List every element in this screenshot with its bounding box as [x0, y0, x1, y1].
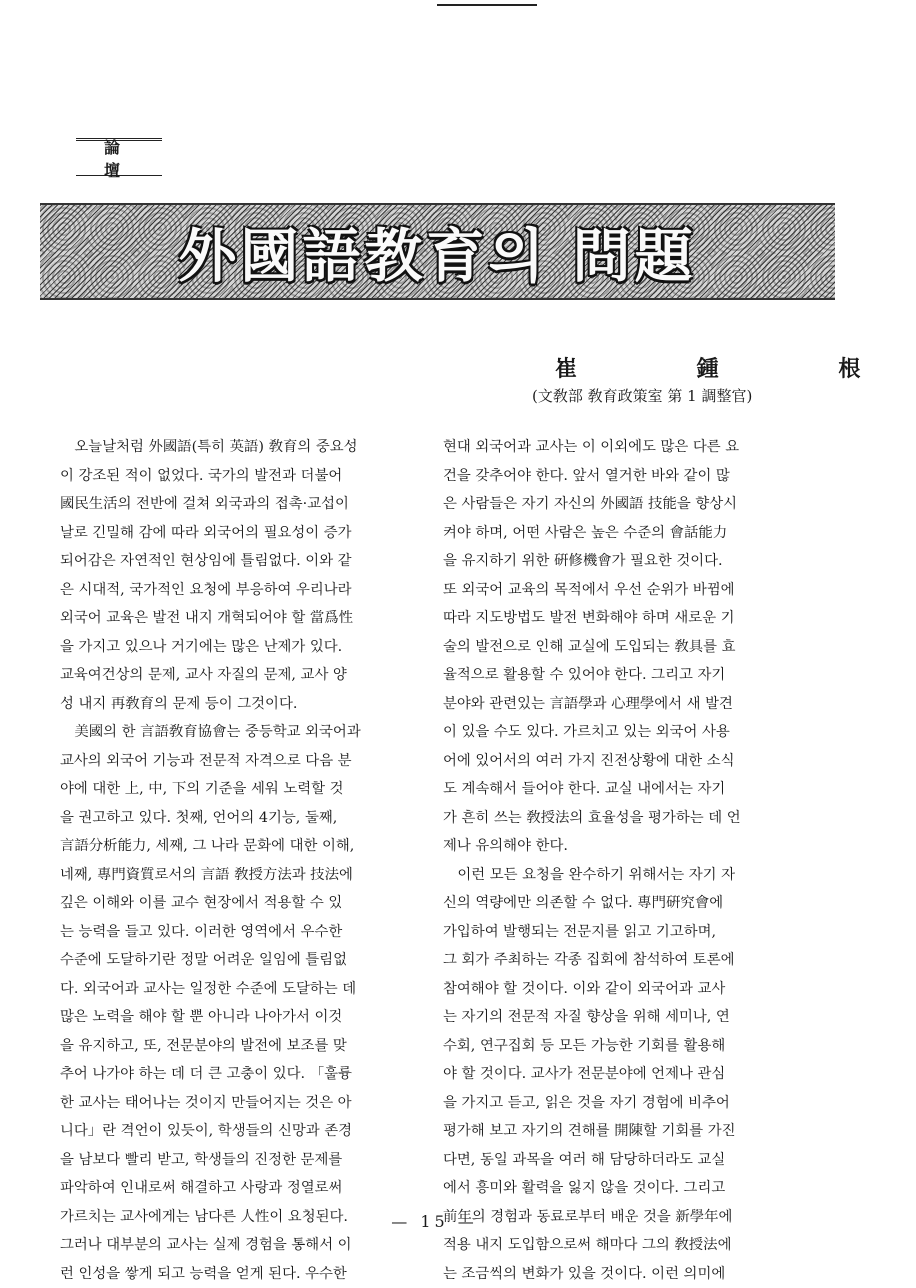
- text-line: 는 조금씩의 변화가 있을 것이다. 이런 의미에: [443, 1260, 800, 1288]
- text-line: 다. 외국어과 교사는 일정한 수준에 도달하는 데: [60, 975, 417, 1004]
- text-line: 깊은 이해와 이를 교수 현장에서 적용할 수 있: [60, 889, 417, 918]
- left-column: [60, 433, 417, 1288]
- text-line: 파악하여 인내로써 해결하고 사랑과 정열로써: [60, 1174, 417, 1203]
- page-number: — 15 —: [0, 1212, 869, 1231]
- text-line: 평가해 보고 자기의 견해를 開陳할 기회를 가진: [443, 1117, 800, 1146]
- text-line: 니다」란 격언이 있듯이, 학생들의 신망과 존경: [60, 1117, 417, 1146]
- text-line: 은 시대적, 국가적인 요청에 부응하여 우리나라: [60, 576, 417, 605]
- text-line: 에서 흥미와 활력을 잃지 않을 것이다. 그리고: [443, 1174, 800, 1203]
- text-line: 을 유지하고, 또, 전문분야의 발전에 보조를 맞: [60, 1032, 417, 1061]
- text-line: 술의 발전으로 인해 교실에 도입되는 敎具를 효: [443, 633, 800, 662]
- author-name: 崔 鍾 根: [555, 352, 765, 383]
- text-line: 도 계속해서 들어야 한다. 교실 내에서는 자기: [443, 775, 800, 804]
- text-line: 가입하여 발행되는 전문지를 읽고 기고하며,: [443, 918, 800, 947]
- text-line: 추어 나가야 하는 데 더 큰 고충이 있다. 「훌륭: [60, 1060, 417, 1089]
- text-line: 제나 유의해야 한다.: [443, 832, 800, 861]
- text-line: 런 인성을 쌓게 되고 능력을 얻게 된다. 우수한: [60, 1260, 417, 1288]
- text-line: 날로 긴밀해 감에 따라 외국어의 필요성이 증가: [60, 519, 417, 548]
- text-line: 수준에 도달하기란 정말 어려운 일임에 틀림없: [60, 946, 417, 975]
- text-line: 이런 모든 요청을 완수하기 위해서는 자기 자: [443, 861, 800, 890]
- text-line: 교사의 외국어 기능과 전문적 자격으로 다음 분: [60, 747, 417, 776]
- text-line: 言語分析能力, 세째, 그 나라 문화에 대한 이해,: [60, 832, 417, 861]
- text-line: 을 남보다 빨리 받고, 학생들의 진정한 문제를: [60, 1146, 417, 1175]
- text-line: 을 유지하기 위한 硏修機會가 필요한 것이다.: [443, 547, 800, 576]
- text-line: 國民生活의 전반에 걸쳐 외국과의 접촉·교섭이: [60, 490, 417, 519]
- top-rule: [437, 4, 537, 6]
- text-line: 는 자기의 전문적 자질 향상을 위해 세미나, 연: [443, 1003, 800, 1032]
- text-line: 많은 노력을 해야 할 뿐 아니라 나아가서 이것: [60, 1003, 417, 1032]
- text-line: 네째, 專門資質로서의 言語 敎授方法과 技法에: [60, 861, 417, 890]
- section-label: 論 壇: [76, 138, 162, 176]
- text-line: 현대 외국어과 교사는 이 이외에도 많은 다른 요: [443, 433, 800, 462]
- right-column: [443, 433, 800, 1288]
- text-line: 교육여건상의 문제, 교사 자질의 문제, 교사 양: [60, 661, 417, 690]
- text-line: 오늘날처럼 外國語(특히 英語) 敎育의 중요성: [60, 433, 417, 462]
- text-line: 적용 내지 도입함으로써 해마다 그의 敎授法에: [443, 1231, 800, 1260]
- text-line: 야에 대한 上, 中, 下의 기준을 세워 노력할 것: [60, 775, 417, 804]
- text-line: 는 능력을 들고 있다. 이러한 영역에서 우수한: [60, 918, 417, 947]
- text-line: 은 사람들은 자기 자신의 外國語 技能을 향상시: [443, 490, 800, 519]
- text-line: 이 강조된 적이 없었다. 국가의 발전과 더불어: [60, 462, 417, 491]
- text-line: 을 가지고 있으나 거기에는 많은 난제가 있다.: [60, 633, 417, 662]
- text-line: 한 교사는 태어나는 것이지 만들어지는 것은 아: [60, 1089, 417, 1118]
- text-line: 어에 있어서의 여러 가지 진전상황에 대한 소식: [443, 747, 800, 776]
- text-line: 그 회가 주최하는 각종 집회에 참석하여 토론에: [443, 946, 800, 975]
- text-line: 다면, 동일 과목을 여러 해 담당하더라도 교실: [443, 1146, 800, 1175]
- text-line: 성 내지 再敎育의 문제 등이 그것이다.: [60, 690, 417, 719]
- text-line: 이 있을 수도 있다. 가르치고 있는 외국어 사용: [443, 718, 800, 747]
- text-line: 을 권고하고 있다. 첫째, 언어의 4기능, 둘째,: [60, 804, 417, 833]
- article-title: 外國語教育의 問題: [40, 209, 835, 293]
- text-line: 美國의 한 言語敎育協會는 중등학교 외국어과: [60, 718, 417, 747]
- text-line: 또 외국어 교육의 목적에서 우선 순위가 바뀜에: [443, 576, 800, 605]
- text-line: 가르치는 교사에게는 남다른 人性이 요청된다.: [60, 1203, 417, 1232]
- text-line: 외국어 교육은 발전 내지 개혁되어야 할 當爲性: [60, 604, 417, 633]
- text-line: 되어감은 자연적인 현상임에 틀림없다. 이와 같: [60, 547, 417, 576]
- text-line: 前年의 경험과 동료로부터 배운 것을 新學年에: [443, 1203, 800, 1232]
- text-line: 켜야 하며, 어떤 사람은 높은 수준의 會話能力: [443, 519, 800, 548]
- text-line: 분야와 관련있는 言語學과 心理學에서 새 발견: [443, 690, 800, 719]
- text-line: 수회, 연구집회 등 모든 가능한 기회를 활용해: [443, 1032, 800, 1061]
- text-line: 신의 역량에만 의존할 수 없다. 專門硏究會에: [443, 889, 800, 918]
- author-affiliation: (文敎部 敎育政策室 第 1 調整官): [532, 385, 792, 406]
- text-line: 을 가지고 듣고, 읽은 것을 자기 경험에 비추어: [443, 1089, 800, 1118]
- text-line: 건을 갖추어야 한다. 앞서 열거한 바와 같이 많: [443, 462, 800, 491]
- title-banner: [40, 203, 835, 300]
- text-line: 그러나 대부분의 교사는 실제 경험을 통해서 이: [60, 1231, 417, 1260]
- text-line: 가 흔히 쓰는 敎授法의 효율성을 평가하는 데 언: [443, 804, 800, 833]
- text-line: 참여해야 할 것이다. 이와 같이 외국어과 교사: [443, 975, 800, 1004]
- text-line: 야 할 것이다. 교사가 전문분야에 언제나 관심: [443, 1060, 800, 1089]
- text-line: 율적으로 활용할 수 있어야 한다. 그리고 자기: [443, 661, 800, 690]
- text-line: 따라 지도방법도 발전 변화해야 하며 새로운 기: [443, 604, 800, 633]
